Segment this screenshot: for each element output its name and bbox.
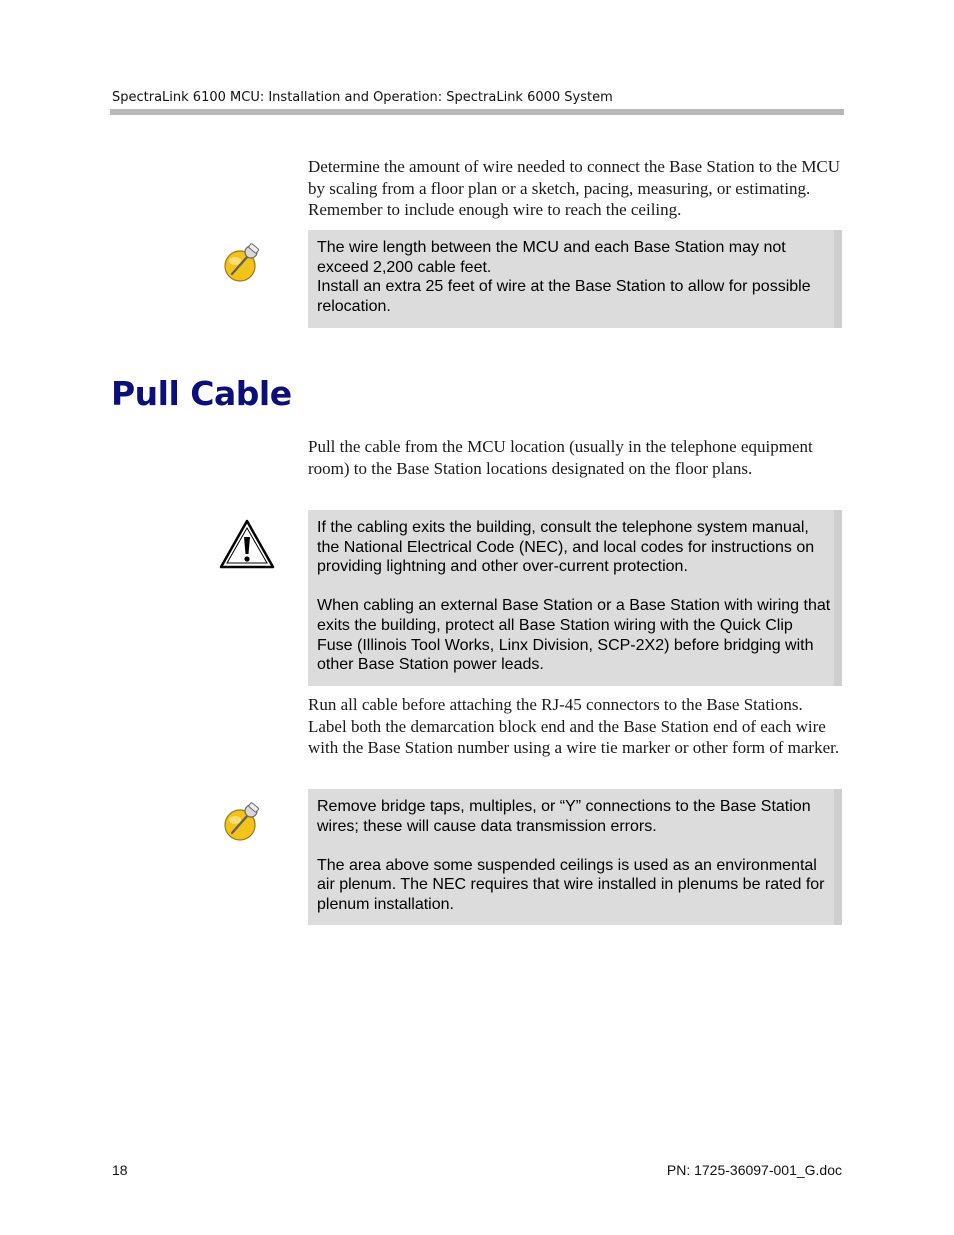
warning-text: When cabling an external Base Station or a Base Station with wiring that exits the building, protect all Base Station wiring with the Quick Clip Fuse (Illinois Tool Works, Linx Division, SCP-2X2) before bridging with other Base Station power leads. [317, 597, 831, 674]
note-text: Remove bridge taps, multiples, or “Y” connections to the Base Station wires; these will cause data transmission errors. [317, 798, 811, 835]
note-text: Install an extra 25 feet of wire at the Base Station to allow for possible relocation. [317, 278, 811, 315]
pushpin-note-icon [218, 238, 266, 291]
warning-box [308, 510, 842, 686]
running-header: SpectraLink 6100 MCU: Installation and Operation: SpectraLink 6000 System [112, 90, 613, 105]
run-paragraph: Run all cable before attaching the RJ-45 connectors to the Base Stations. Label both the demarcation block end and the Base Station end of each wire with the Base Station number using a wire tie marker or other form of marker. [308, 695, 840, 757]
note-box-wire-length [308, 230, 842, 328]
part-number: PN: 1725-36097-001_G.doc [666, 1162, 842, 1178]
pull-paragraph: Pull the cable from the MCU location (usually in the telephone equipment room) to the Base Station locations designated on the floor plans. [308, 437, 813, 478]
pushpin-note-icon [218, 797, 266, 850]
warning-triangle-icon [218, 518, 276, 575]
note-text: The area above some suspended ceilings is used as an environmental air plenum. The NEC requires that wire installed in plenums be rated for plenum installation. [317, 856, 825, 913]
header-rule [110, 109, 844, 115]
note-box-bridge-taps [308, 789, 842, 925]
page-number: 18 [112, 1162, 128, 1178]
note-text: The wire length between the MCU and each Base Station may not exceed 2,200 cable feet. [317, 239, 786, 276]
intro-paragraph: Determine the amount of wire needed to connect the Base Station to the MCU by scaling from a floor plan or a sketch, pacing, measuring, or estimating. Remember to include enough wire to reach the ceiling. [308, 157, 841, 219]
section-title: Pull Cable [111, 374, 292, 413]
warning-text: If the cabling exits the building, consult the telephone system manual, the National Electrical Code (NEC), and local codes for instructions on providing lightning and other over-current protection. [317, 519, 815, 576]
